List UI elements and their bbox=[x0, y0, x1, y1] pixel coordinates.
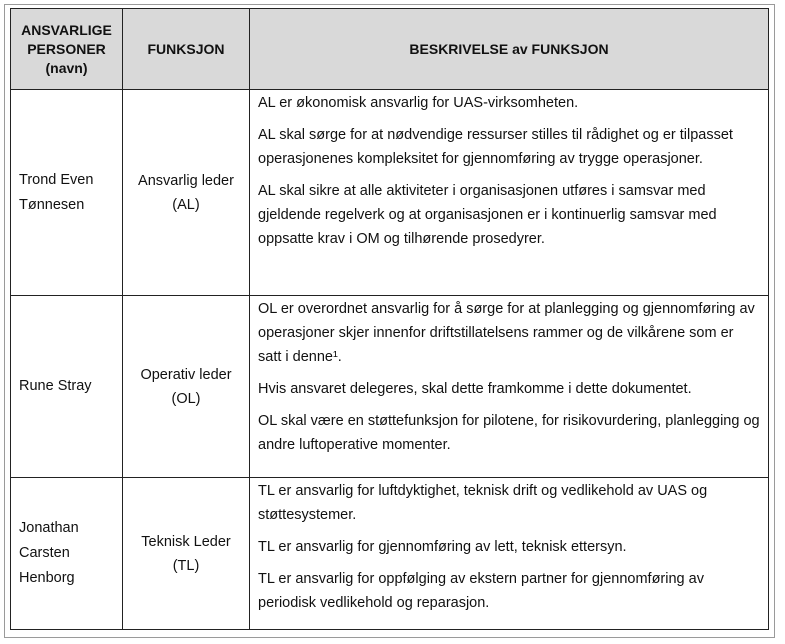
function-abbreviation: (TL) bbox=[172, 557, 200, 574]
person-name-line: Rune Stray bbox=[19, 378, 92, 394]
description-cell bbox=[250, 296, 769, 478]
header-row bbox=[11, 9, 769, 90]
description-paragraph: AL skal sørge for at nødvendige ressurser stilles til rådighet og er tilpasset operasjonenes kompleksitet for gjennomføring av trygge operasjoner. bbox=[258, 127, 733, 167]
description-paragraph: OL skal være en støttefunksjon for pilotene, for risikovurdering, planlegging og andre luftoperative momenter. bbox=[258, 413, 760, 453]
description-cell bbox=[250, 478, 769, 630]
function-abbreviation: (AL) bbox=[172, 196, 200, 213]
table-row-al bbox=[11, 90, 769, 296]
function-cell bbox=[123, 90, 250, 296]
header-persons-line: (navn) bbox=[45, 59, 88, 76]
function-cell bbox=[123, 478, 250, 630]
description-paragraph: Hvis ansvaret delegeres, skal dette framkomme i dette dokumentet. bbox=[258, 381, 692, 397]
function-cell bbox=[123, 296, 250, 478]
description-paragraph: TL er ansvarlig for gjennomføring av lett, teknisk ettersyn. bbox=[258, 539, 627, 555]
function-name: Teknisk Leder bbox=[141, 533, 231, 550]
function-abbreviation: (OL) bbox=[171, 390, 201, 407]
person-cell bbox=[11, 90, 123, 296]
person-name-line: Carsten bbox=[19, 545, 70, 561]
person-cell bbox=[11, 296, 123, 478]
header-function: FUNKSJON bbox=[123, 9, 250, 90]
description-paragraph: TL er ansvarlig for luftdyktighet, teknisk drift og vedlikehold av UAS og støttesystemer. bbox=[258, 483, 708, 523]
description-cell bbox=[250, 90, 769, 296]
table-row-tl bbox=[11, 478, 769, 630]
header-persons-line: PERSONER bbox=[27, 40, 106, 57]
person-name-line: Henborg bbox=[19, 570, 75, 586]
function-name: Operativ leder bbox=[140, 366, 232, 383]
person-cell bbox=[11, 478, 123, 630]
header-persons-line: ANSVARLIGE bbox=[21, 21, 112, 38]
header-persons bbox=[11, 9, 123, 90]
person-name-line: Tønnesen bbox=[19, 196, 85, 213]
description-paragraph: AL er økonomisk ansvarlig for UAS-virksomheten. bbox=[258, 95, 579, 111]
table-row-ol bbox=[11, 296, 769, 478]
responsibility-table bbox=[10, 8, 769, 630]
description-paragraph: OL er overordnet ansvarlig for å sørge for at planlegging og gjennomføring av operasjoner skjer innenfor driftstillatelsens rammer og de vilkårene som er satt i denne¹. bbox=[258, 301, 755, 365]
header-description: BESKRIVELSE av FUNKSJON bbox=[250, 9, 769, 90]
description-paragraph: AL skal sikre at alle aktiviteter i organisasjonen utføres i samsvar med gjeldende regelverk og at organisasjonen er i kontinuerlig samsvar med oppsatte krav i OM og tilhørende prosedyrer. bbox=[258, 183, 717, 247]
description-paragraph: TL er ansvarlig for oppfølging av ekstern partner for gjennomføring av periodisk vedlikehold og reparasjon. bbox=[258, 571, 704, 611]
function-name: Ansvarlig leder bbox=[138, 172, 234, 189]
person-name-line: Jonathan bbox=[19, 520, 79, 536]
person-name-line: Trond Even bbox=[19, 171, 94, 188]
